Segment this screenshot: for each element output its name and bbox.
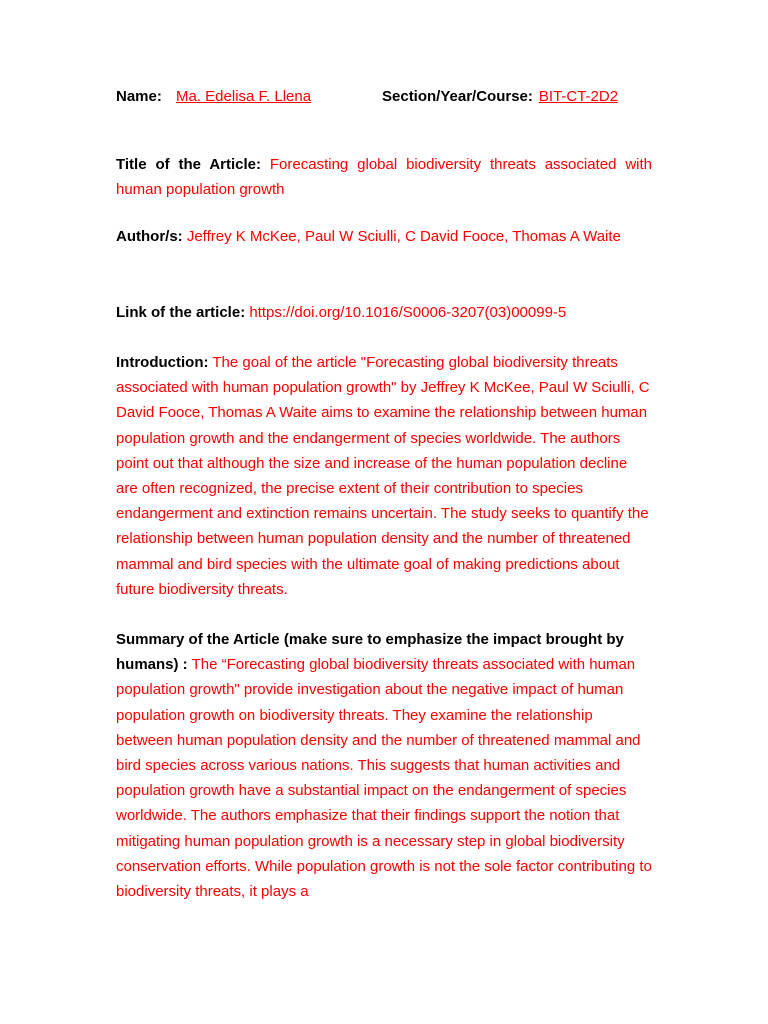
document-content xyxy=(116,86,652,904)
summary-text: The “Forecasting global biodiversity threats associated with human population growth" provide investigation about the negative impact of human population growth on biodiversity threats. They examine the relationship between human population density and the number of threatened mammal and bird species across various nations. This suggests that human activities and population growth have a substantial impact on the endangerment of species worldwide. The authors emphasize that their findings support the notion that mitigating human population growth is a necessary step in global biodiversity conservation efforts. While population growth is not the sole factor contributing to biodiversity threats, it plays a xyxy=(116,656,652,901)
summary-label: Summary of the Article (make sure to emphasize the impact brought by humans) : xyxy=(116,631,624,674)
article-title-paragraph xyxy=(116,152,652,202)
introduction-text: The goal of the article "Forecasting global biodiversity threats associated with human population growth" by Jeffrey K McKee, Paul W Sciulli, C David Fooce, Thomas A Waite aims to examine the relationship between human population growth and the endangerment of species worldwide. The authors point out that although the size and increase of the human population decline are often recognized, the precise extent of their contribution to species endangerment and extinction remains uncertain. The study seeks to quantify the relationship between human population density and the number of threatened mammal and bird species with the ultimate goal of making predictions about future biodiversity threats. xyxy=(116,354,650,598)
authors-value: Jeffrey K McKee, Paul W Sciulli, C David Fooce, Thomas A Waite xyxy=(186,228,621,245)
article-title-label: Title of the Article: xyxy=(116,156,261,173)
article-link-label: Link of the article: xyxy=(116,304,246,321)
section-label: Section/Year/Course: xyxy=(382,88,533,105)
authors-label: Author/s: xyxy=(116,228,183,245)
name-value: Ma. Edelisa F. Llena xyxy=(176,88,312,105)
introduction-paragraph xyxy=(116,350,652,602)
section-value: BIT-CT-2D2 xyxy=(538,88,619,105)
article-title-value: Forecasting global biodiversity threats associated with human population growth xyxy=(116,156,652,198)
name-label: Name: xyxy=(116,88,162,105)
article-link-value: https://doi.org/10.1016/S0006-3207(03)00099-5 xyxy=(249,304,567,321)
summary-paragraph xyxy=(116,627,652,904)
introduction-label: Introduction: xyxy=(116,354,209,371)
authors-paragraph xyxy=(116,224,652,249)
name-section-row xyxy=(116,86,652,108)
article-link-paragraph xyxy=(116,300,652,325)
